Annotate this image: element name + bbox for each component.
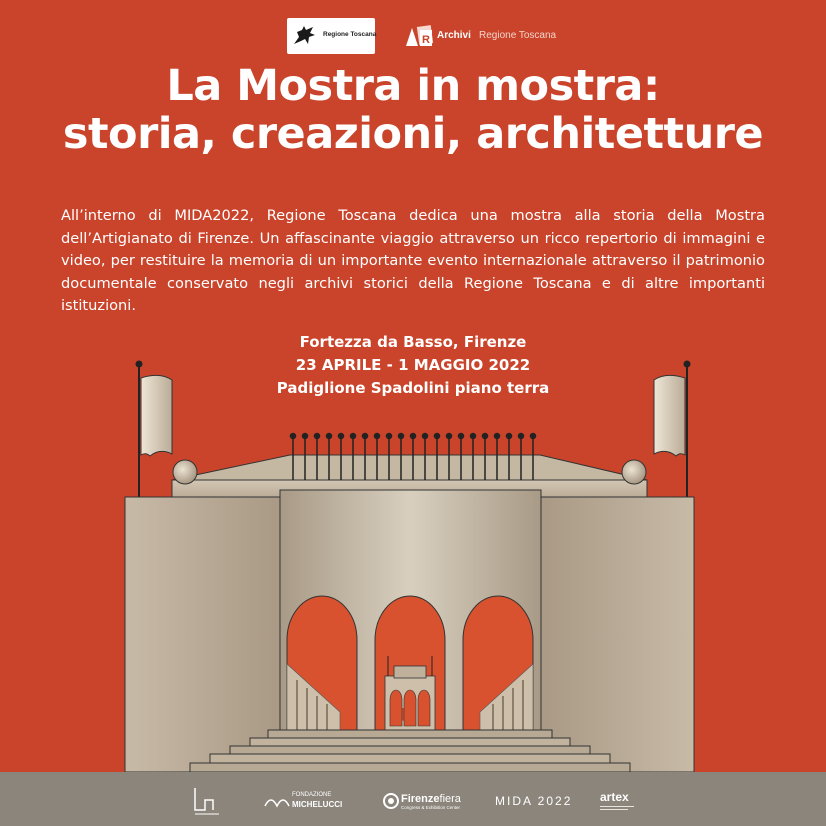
artex-fine-print	[600, 805, 634, 813]
left-flag	[136, 361, 173, 498]
svg-text:R: R	[422, 34, 430, 46]
firenzefiera-logo-icon	[382, 792, 400, 810]
michelucci-logo-icon	[263, 792, 291, 808]
event-location: Padiglione Spadolini piano terra	[276, 379, 550, 397]
regione-toscana-text: Regione Toscana	[323, 31, 377, 38]
mida-text: MIDA 2022	[495, 794, 573, 808]
archivi-rest-text: Regione Toscana	[479, 30, 557, 41]
artex-text: artex	[600, 790, 629, 804]
archivi-bold-text: Archivi	[437, 30, 471, 41]
firenzefiera-subtext: Congress & Exhibition Center	[401, 805, 461, 810]
title-line-1: La Mostra in mostra:	[166, 61, 660, 111]
sponsor-footer	[0, 772, 826, 826]
right-finial	[622, 460, 646, 484]
left-finial	[173, 460, 197, 484]
event-venue: Fortezza da Basso, Firenze	[299, 333, 527, 351]
event-dates: 23 APRILE - 1 MAGGIO 2022	[295, 356, 531, 374]
title-line-2: storia, creazioni, architetture	[62, 109, 764, 159]
arches	[287, 596, 533, 742]
intro-paragraph: All’interno di MIDA2022, Regione Toscana dedica una mostra alla storia della Mostra dell’Artigianato di Firenze. Un affascinante viaggio attraverso un ricco repertorio di immagini e video, per restituire la memoria di un importante evento internazionale attraverso il patrimonio documentale conservato negli archivi storici della Regione Toscana e di altre importanti istituzioni.	[61, 207, 765, 315]
right-wing	[541, 497, 694, 772]
michelucci-small-text: FONDAZIONE	[292, 792, 332, 798]
michelucci-name-text: MICHELUCCI	[292, 800, 343, 809]
right-flag	[654, 361, 691, 498]
left-wing	[125, 497, 280, 772]
archivio-logo-icon	[193, 786, 221, 818]
firenzefiera-text: Firenzefiera	[401, 793, 461, 805]
